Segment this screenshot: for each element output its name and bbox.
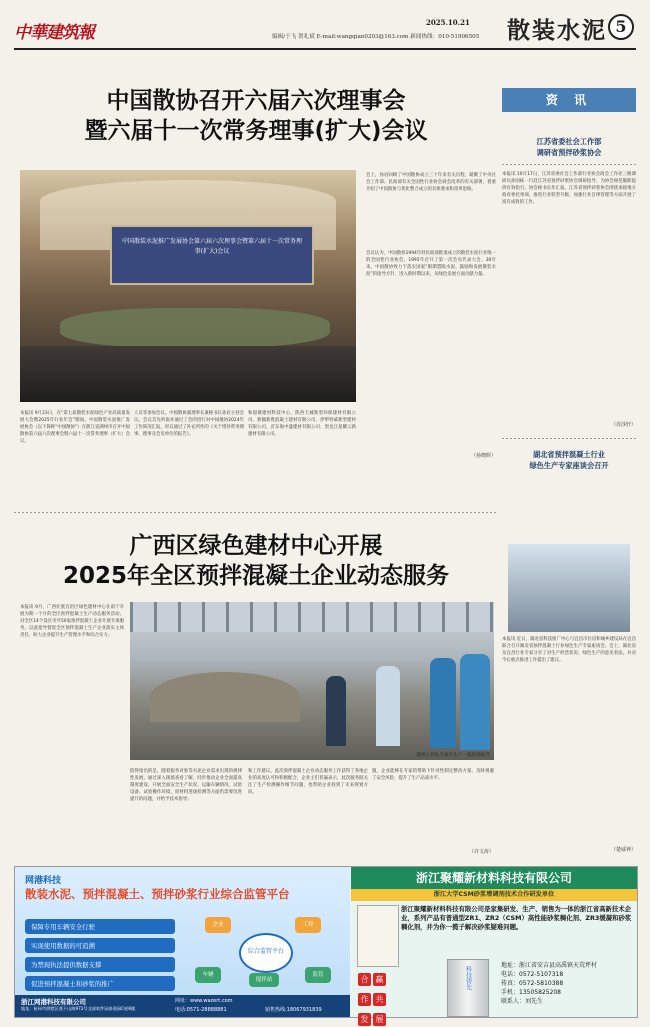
platform-node-mixing-station: 搅拌站 <box>249 973 279 987</box>
juyao-fax: 传真：0572-5810388 <box>501 980 564 987</box>
conference-table <box>60 308 330 348</box>
article1-headline <box>14 86 498 146</box>
worker-figure-1 <box>326 676 346 746</box>
news2-photo <box>508 544 630 632</box>
article1-col1: 本报讯 9月23日，在“第七届散装水泥绿色产业高质量发展大会暨2025年行业年会”期间，中国散装水泥推广发展协会（以下简称“中国散协”）在浙江省湖州市召开中国散协第六届六次理事会暨六届十一次常务理事（扩大）会议。 <box>20 411 130 444</box>
wanhoo-address: 地址：杭州市拱墅区莫干山路972号北部软件园泰嘉园C座8楼 <box>21 1006 136 1011</box>
juyao-contact-person: 联系人：刘先生 <box>501 998 544 1005</box>
platform-node-project: 工程 <box>295 917 321 933</box>
factory-photo-caption: 现场工作队专家在生产一线现场指导 <box>416 753 490 758</box>
news1-byline: （苏莎轩） <box>610 422 636 428</box>
meeting-banner <box>110 225 314 285</box>
page-number: 5 <box>608 14 634 40</box>
wanhoo-title: 散装水泥、预拌混凝土、预拌砂浆行业综合监管平台 <box>25 887 290 901</box>
editor-info: 编辑/于飞 贺礼斌 E-mail:wangqian0203@163.com 新闻热线：010-51906505 <box>272 34 480 40</box>
news2-title <box>502 449 636 471</box>
badge-char: 发 <box>358 1013 371 1026</box>
badge-char: 展 <box>373 1013 386 1026</box>
news1-divider <box>502 164 636 165</box>
issue-date: 2025.10.21 <box>426 18 470 27</box>
article1-col4: 会上，孙岩回顾了中国散协成立三十年来有关历程，凝聚了中央社会工作部、民政部有关全国性行业协会商会改革的有关部署，着重介绍了中国散协与优化整合成立的具体要求和改革思路。 <box>366 173 496 192</box>
news1-body: 本报讯 10月17日，江苏省委社会工作部行业协会商会工作处三级调研员孙国栋一行赴江苏省预拌砂浆协会调研指导，为协会规范履职提供有效指引。协会秘书长作汇报，江苏省预拌砂浆协会围绕承接地方政府委托事项、推进行业转型升级、加强行业自律管理等方面开展了富有成效的工作。 <box>502 172 636 205</box>
news2-title-line2: 绿色生产专家座谈会召开 <box>529 461 609 470</box>
sidebar-header: 资 讯 <box>502 88 636 112</box>
article1-col5: 会议认为，中国散协1994年经民政部批准成立的散装水泥行业唯一的全国性行业协会，1995年召开了第一次会员代表大会。30年来，中国散协致力于落实国家“限期禁限水泥、鼓励和发展散装水泥”的指导方针，进入新时期以来，从绿色发展方面贡献力量。 <box>366 251 496 277</box>
worker-figure-2 <box>376 666 400 746</box>
news2-byline: （楚威神） <box>610 847 636 853</box>
sidebar-spacer <box>502 112 636 136</box>
wanhoo-logo: 网港科技 <box>25 876 62 886</box>
platform-node-enterprise: 企业 <box>205 917 231 933</box>
juyao-badges <box>357 967 401 1027</box>
juyao-subtitle: 浙江大学CSM砂浆增调剂技术合作研发单位 <box>351 889 637 901</box>
news2-title-line1: 湖北省预拌混凝土行业 <box>533 450 605 459</box>
news1-title-line1: 江苏省委社会工作部 <box>536 137 602 146</box>
article2-col2: 值得指出的是，随着服务对象等水泥企业需求出现的规律性发展，通过深入现场查看了解，同步推动企业全面提高制度建设、开展全面安全生产状况、运输车辆情况、试验设备、试验操作环境、原材料进场检测等方面仍需要改进提升的问题，并给予技术指导。 <box>130 769 242 802</box>
juyao-phone: 电话：0572-5107318 <box>501 971 564 978</box>
wanhoo-feature-1: 保障专用车辆安全行驶 <box>25 919 175 934</box>
ad-juyao <box>351 867 637 1024</box>
product-bag-image <box>357 905 399 967</box>
article2-headline-line1: 广西区绿色建材中心开展 <box>129 533 383 559</box>
article1-headline-line1: 中国散协召开六届六次理事会 <box>106 88 406 114</box>
silo-text: 科技铸先 <box>464 966 472 990</box>
article1-col2: 人员等参加会议。中国散协副理事长兼秘书长孙岩主持会议。会议首先听取并通过了会的进行对中国散协2024年工作简况汇报，审议通过了补充所作的《关于增补常务理事、理事及会员单位的报告》。 <box>134 411 244 437</box>
article2-col4: 服，企业能够在专家的帮助下针对性制定整改方案，及时规避了安全风险，提升了生产品质水平。 <box>372 769 494 781</box>
masthead-rule <box>14 48 636 50</box>
platform-node-vehicle: 车辆 <box>195 967 221 983</box>
news-sidebar <box>502 88 636 668</box>
article1-headline-line2: 暨六届十一次常务理事(扩大)会议 <box>84 118 428 144</box>
article2-col1: 本报讯 9月，广西壮族自治区绿色建材中心在南宁开展为期一个月的全区预拌混凝土生产动态服务活动，对全区14个设区市共50家预拌混凝土企业开展专项服务，以此指导督促全区预拌混凝土生产企业落实主体责任，助力企业提升生产管理水平和综合实力。 <box>20 605 124 638</box>
wanhoo-features <box>25 919 175 995</box>
badge-char: 作 <box>358 993 371 1006</box>
article2-headline-line2: 2025年全区预拌混凝土企业动态服务 <box>62 563 449 589</box>
sidebar-divider <box>502 438 636 439</box>
badge-char: 合 <box>358 973 371 986</box>
factory-photo <box>130 602 494 760</box>
worker-figure-4 <box>460 654 490 750</box>
news1-title-line2: 调研省预拌砂浆协会 <box>536 148 602 157</box>
article2-byline: （许文涛） <box>468 849 494 855</box>
news2-body: 本报讯 近日，湖北省科技推广中心与宜昌市住房和城乡建设局在宜昌联合召开湖北省预拌混凝土行业绿色生产专家座谈会。会上，湖北省及宜昌行业专家分享了对生产经营状况、绿色生产的意见看法，并对今后重点推进工作提出了建议。 <box>502 637 636 663</box>
wanhoo-phone: 电话:0571-28888881 <box>175 1007 227 1013</box>
article1-byline: （孙晓晖） <box>470 453 496 459</box>
article1-col3: 和船赛建材科技中心、陕西天城新型环保建材有限公司、新疆新胜混凝土建材有限公司、伊犁特威新型建材有限公司、沂东海中盛建材有限公司、黑龙江星耀云新建材有限公司。 <box>248 411 356 437</box>
platform-diagram <box>195 917 335 987</box>
badge-char: 共 <box>373 993 386 1006</box>
wanhoo-feature-3: 为禁现执法提供数据支撑 <box>25 957 175 972</box>
wanhoo-company: 浙江网港科技有限公司 <box>21 998 86 1006</box>
platform-hub: 综合监管平台 <box>239 933 293 973</box>
silo-image <box>447 959 489 1017</box>
platform-node-supervision: 监管 <box>305 967 331 983</box>
juyao-address: 地址：浙江省安吉县高禹镇天荒坪村 <box>501 962 598 969</box>
advertisement-banner <box>14 866 638 1024</box>
article-divider <box>14 512 498 513</box>
worker-figure-3 <box>430 658 456 748</box>
article2-col3: 和工作建议。此次预拌混凝土企业动态服务工作获得了各地企业的高度认可和积极配合，企业主们普遍表示，此次服务既关注了生产检测操作细节问题，也帮助企业找到了未来规划方向。 <box>248 769 368 795</box>
meeting-banner-text: 中国散装水泥推广发展协会第六届六次理事会暨第六届十一次常务理事(扩大)会议 <box>121 238 302 255</box>
badge-char: 赢 <box>373 973 386 986</box>
section-title: 散装水泥 <box>507 17 607 44</box>
ad-wanhoo <box>15 867 350 1017</box>
newspaper-logo: 中華建筑報 <box>14 23 94 43</box>
sand-pile <box>150 672 300 722</box>
meeting-photo <box>20 170 356 402</box>
news1-title <box>502 136 636 158</box>
wanhoo-website: 网址：www.wazert.com <box>175 998 233 1004</box>
factory-roof <box>130 602 494 632</box>
article2-headline <box>14 531 498 591</box>
wanhoo-footer <box>15 995 350 1017</box>
juyao-intro: 浙江聚耀新材料科技有限公司是家集研发、生产、销售为一体的浙江省高新技术企业，系列产品有普通型ZR1、ZR2（CSM）高性能砂浆稠化剂、ZR3缓凝和砂浆稠化剂，并为你一揽子解决砂浆疑难问题。 <box>401 905 632 931</box>
attendees-row <box>20 346 356 402</box>
wanhoo-sales-line: 销售热线:18067931839 <box>265 1007 322 1013</box>
juyao-title: 浙江聚耀新材料科技有限公司 <box>351 867 637 889</box>
juyao-contacts <box>501 961 633 1006</box>
wanhoo-feature-4: 促进预拌混凝土和砂浆的推广 <box>25 976 175 991</box>
juyao-mobile: 手机：13505825208 <box>501 989 561 996</box>
wanhoo-feature-2: 实现使用数据的可追溯 <box>25 938 175 953</box>
